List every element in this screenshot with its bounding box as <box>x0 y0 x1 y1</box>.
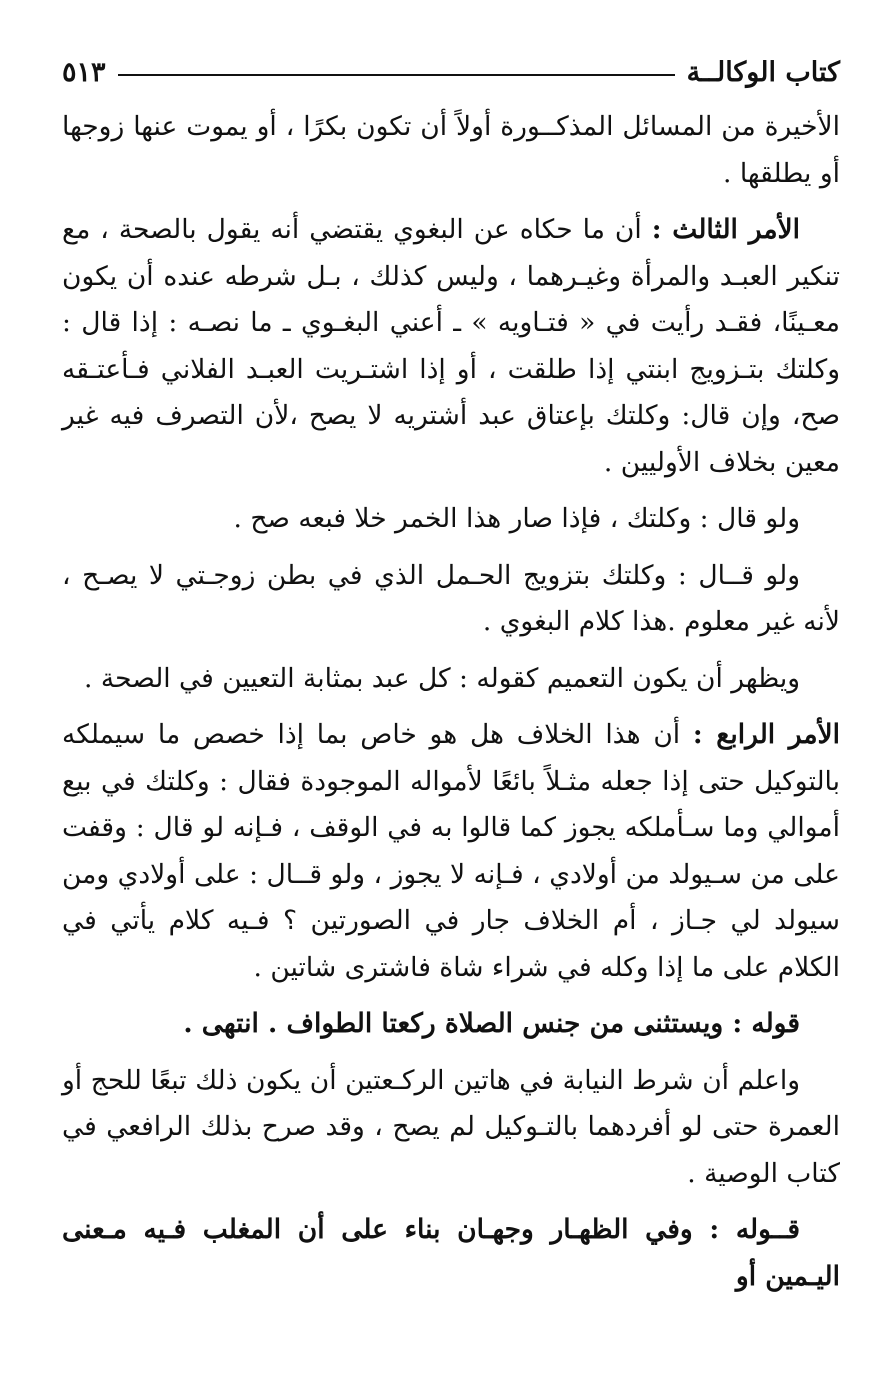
paragraph-text: ويظهر أن يكون التعميم كقوله : كل عبد بمثابة التعيين في الصحة . <box>84 662 800 694</box>
paragraph-text: واعلم أن شرط النيابة في هاتين الركـعتين أن يكون ذلك تبعًا للحج أو العمرة حتى لو أفردهما بالتـوكيل لم يصح ، وقد صرح بذلك الرافعي في كتاب الوصية . <box>62 1064 840 1189</box>
page-body <box>62 104 840 1300</box>
book-page <box>62 50 840 1310</box>
paragraph-text: قــوله : وفي الظهـار وجهـان بناء على أن المغلب فـيه مـعنى اليـمين أو <box>62 1214 840 1292</box>
running-header <box>62 50 840 94</box>
paragraph-generalization <box>62 656 840 703</box>
quoted-statement-zihar <box>62 1207 840 1300</box>
paragraph-fourth-point <box>62 712 840 991</box>
page-number: ٥١٣ <box>62 56 106 88</box>
paragraph-text: قوله : ويستثنى من جنس الصلاة ركعتا الطواف . انتهى . <box>183 1008 800 1039</box>
quoted-statement-tawaf <box>62 1001 840 1048</box>
paragraph-text: أن هذا الخلاف هل هو خاص بما إذا خصص ما سيملكه بالتوكيل حتى إذا جعله مثـلاً بائعًا لأمواله الموجودة فقال : وكلتك في بيع أموالي وما سـأملكه يجوز كما قالوا به في الوقف ، فـإنه لو قال : وقفت على من سـيولد من أولادي ، فـإنه لا يجوز ، ولو قــال : على أولادي ومن سيولد لي جـاز ، أم الخلاف جار في الصورتين ؟ فـيه كلام يأتي في الكلام على ما إذا وكله في شراء شاة فاشترى شاتين . <box>62 719 840 983</box>
paragraph-text: ولو قال : وكلتك ، فإذا صار هذا الخمر خلا فبعه صح . <box>233 503 800 534</box>
paragraph-third-point <box>62 207 840 486</box>
paragraph-proxy-condition <box>62 1058 840 1198</box>
paragraph-continuation <box>62 104 840 197</box>
paragraph-text: الأخيرة من المسائل المذكــورة أولاً أن تكون بكرًا ، أو يموت عنها زوجها أو يطلقها . <box>62 111 840 189</box>
header-rule <box>118 74 675 76</box>
paragraph-lead: الأمر الثالث : <box>651 214 800 245</box>
paragraph-lead: الأمر الرابع : <box>692 719 840 750</box>
paragraph-text: ولو قــال : وكلتك بتزويج الحـمل الذي في بطن زوجـتي لا يصـح ، لأنه غير معلوم .هذا كلام البغوي . <box>62 559 840 637</box>
paragraph-unborn-example <box>62 553 840 646</box>
chapter-title: كتاب الوكالــة <box>686 56 840 88</box>
paragraph-wine-example <box>62 496 840 543</box>
paragraph-text: أن ما حكاه عن البغوي يقتضي أنه يقول بالصحة ، مع تنكير العبـد والمرأة وغيـرهما ، وليس كذلك ، بـل شرطه عنده أن يكون معـينًا، فقـد رأيت في « فتـاويه » ـ أعني البغـوي ـ ما نصـه : إذا قال : وكلتك بتـزويج ابنتي إذا طلقت ، أو إذا اشتـريت العبـد الفلاني فـأعتـقه صح، وإن قال: وكلتك بإعتاق عبد أشتريه لا يصح ،لأن التصرف فيه غير معين بخلاف الأوليين . <box>62 214 840 478</box>
